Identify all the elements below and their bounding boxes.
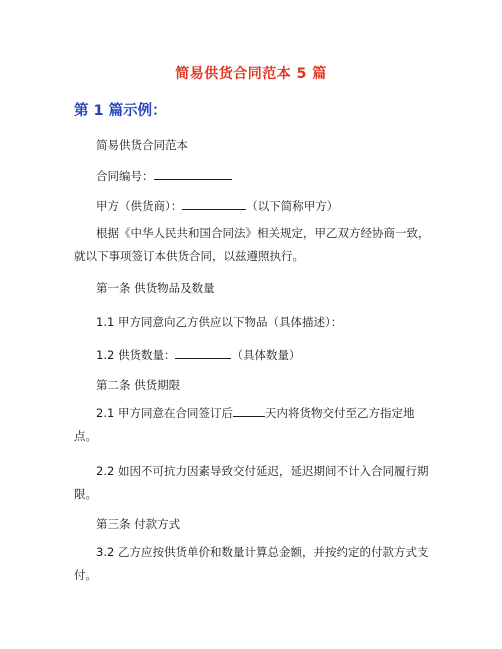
quantity-blank bbox=[175, 346, 231, 359]
party-a-suffix: （以下简称甲方） bbox=[246, 199, 339, 213]
party-a-blank bbox=[182, 197, 246, 210]
clause-1-2-label: 1.2 供货数量： bbox=[96, 348, 176, 362]
article-2-title-text: 第二条 供货期限 bbox=[96, 378, 181, 392]
contract-number-blank bbox=[154, 167, 232, 180]
document-title: 简易供货合同范本 5 篇 bbox=[175, 66, 327, 82]
clause-2-1-prefix: 2.1 甲方同意在合同签订后 bbox=[96, 406, 233, 420]
article-2-title bbox=[96, 377, 180, 393]
clause-1-2-suffix: （具体数量） bbox=[231, 348, 301, 362]
clause-3-2: 3.2 乙方应按供货单价和数量计算总金额，并按约定的付款方式支付。 bbox=[74, 545, 429, 582]
clause-1-1 bbox=[96, 314, 342, 330]
article-3-title-text: 第三条 付款方式 bbox=[96, 517, 181, 531]
clause-1-1-text: 1.1 甲方同意向乙方供应以下物品（具体描述）： bbox=[96, 315, 343, 329]
contract-name-line bbox=[96, 137, 188, 153]
clause-1-2 bbox=[96, 346, 300, 363]
clause-2-1-suffix: 天内将货物交付至乙方指定地点。 bbox=[74, 406, 415, 443]
clause-2-2: 2.2 如因不可抗力因素导致交付延迟，延迟期间不计入合同履行期限。 bbox=[74, 464, 429, 501]
article-3-title bbox=[96, 516, 180, 532]
party-a-line bbox=[96, 197, 338, 214]
contract-number-label: 合同编号： bbox=[96, 169, 154, 183]
article-1-title bbox=[96, 280, 215, 296]
days-blank bbox=[233, 404, 265, 417]
contract-number-line bbox=[96, 167, 232, 184]
intro-paragraph: 根据《中华人民共和国合同法》相关规定，甲乙双方经协商一致，就以下事项签订本供货合同，以兹遵照执行。 bbox=[74, 226, 430, 263]
article-1-title-text: 第一条 供货物品及数量 bbox=[96, 281, 215, 295]
clause-2-1 bbox=[74, 402, 434, 448]
party-a-label: 甲方（供货商）： bbox=[96, 199, 183, 213]
section-heading: 第 1 篇示例： bbox=[74, 103, 167, 119]
contract-name-text: 简易供货合同范本 bbox=[96, 138, 188, 152]
